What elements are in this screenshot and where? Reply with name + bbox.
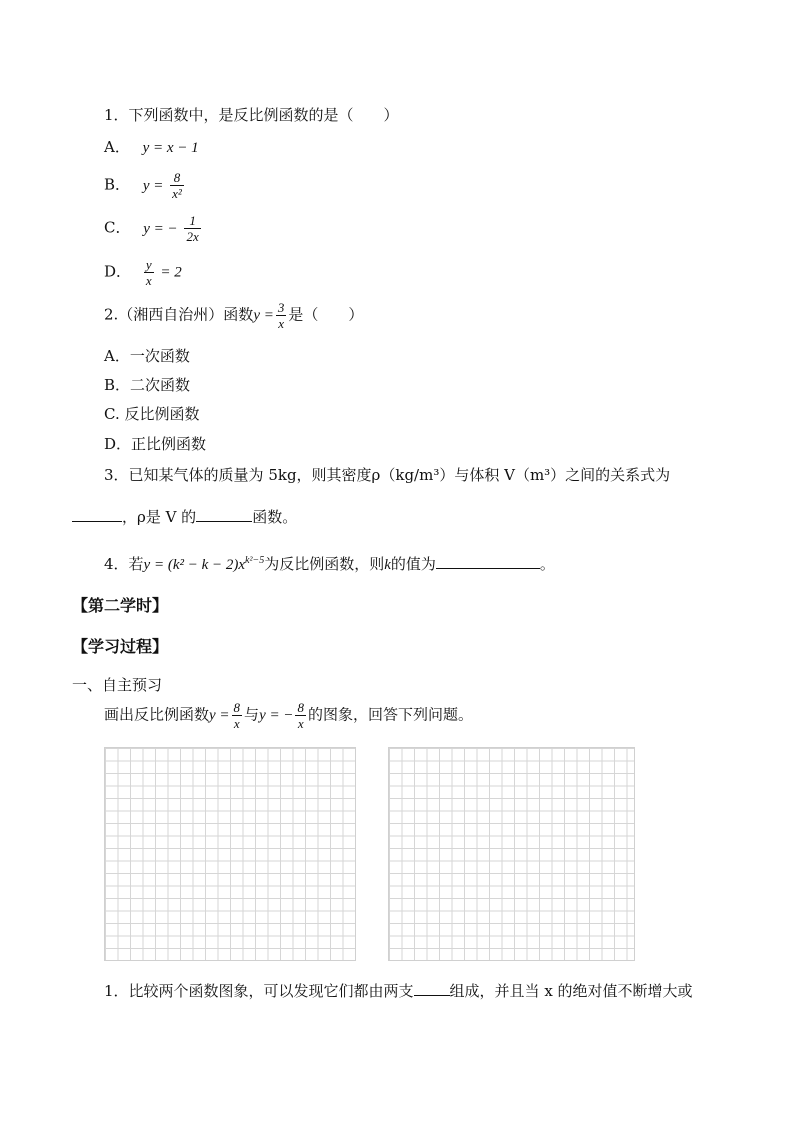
- option-label: D．: [104, 262, 132, 281]
- answer-blank[interactable]: [196, 507, 252, 522]
- fraction: [170, 170, 184, 201]
- q4: [104, 551, 555, 575]
- option-label: A．: [104, 138, 130, 156]
- option-expr: y = x − 1: [142, 140, 199, 156]
- option-lhs: y =: [142, 177, 164, 194]
- q3-mid: ，ρ是 V 的: [122, 508, 197, 526]
- fraction: [184, 213, 200, 244]
- q4-var: k: [384, 557, 391, 573]
- fraction: [232, 700, 243, 731]
- numerator: 3: [277, 300, 285, 315]
- option-rhs: = 2: [160, 264, 182, 281]
- q2-option-b: B．二次函数: [104, 376, 191, 394]
- numerator: 1: [189, 213, 196, 228]
- q1-stem: 1．下列函数中，是反比例函数的是（ ）: [104, 106, 399, 124]
- bottom-post: 组成，并且当 x 的绝对值不断增大或: [449, 982, 693, 1000]
- denominator: x: [232, 715, 243, 731]
- q2-option-d: D．正比例函数: [104, 435, 207, 453]
- q1-option-b: [104, 170, 186, 201]
- numerator: 8: [233, 700, 241, 715]
- instr-pre: 画出反比例函数: [104, 705, 210, 724]
- instr-post: 的图象，回答下列问题。: [307, 705, 473, 724]
- q4-expr: y = (k² − k − 2)x: [143, 557, 246, 573]
- q1-option-c: [104, 213, 203, 244]
- q2-option-c: C. 反比例函数: [104, 405, 200, 423]
- denominator: x: [145, 273, 152, 288]
- f2-lhs: y = −: [259, 707, 294, 724]
- part1-instruction: [104, 700, 473, 731]
- part1-question-1: [104, 981, 693, 1001]
- answer-blank[interactable]: [72, 507, 122, 522]
- answer-blank[interactable]: [414, 981, 450, 996]
- numerator: y: [145, 257, 152, 272]
- q1-option-d: [104, 257, 182, 288]
- q4-end: 。: [539, 555, 555, 573]
- q2-stem: [104, 300, 363, 331]
- numerator: 8: [173, 170, 181, 185]
- answer-blank[interactable]: [436, 554, 540, 569]
- denominator: 2x: [186, 229, 199, 244]
- q4-post: 的值为: [390, 555, 436, 573]
- fraction: [276, 300, 287, 331]
- option-lhs: y = −: [143, 220, 178, 237]
- fraction: [144, 257, 154, 288]
- section-heading-second-period: 【第二学时】: [72, 596, 169, 615]
- part1-title: 一、自主预习: [72, 676, 163, 694]
- denominator: x: [276, 315, 287, 331]
- section-heading-learning-process: 【学习过程】: [72, 637, 169, 656]
- q2-lhs: y =: [253, 307, 274, 324]
- q4-pre: 4．若: [104, 555, 144, 573]
- q3-line1: 3．已知某气体的质量为 5kg，则其密度ρ（kg/m³）与体积 V（m³）之间的关系式为: [104, 466, 671, 484]
- q2-stem-pre: 2.（湘西自治州）函数: [104, 305, 254, 324]
- graph-grid-right: [388, 747, 635, 961]
- q2-stem-post: 是（ ）: [288, 305, 364, 324]
- q4-mid: 为反比例函数，则: [264, 555, 385, 573]
- f1-lhs: y =: [209, 707, 230, 724]
- option-label: B．: [104, 175, 131, 194]
- q4-exponent: k²−5: [245, 555, 265, 566]
- denominator: x²: [172, 186, 182, 201]
- denominator: x: [295, 715, 306, 731]
- fraction: [295, 700, 306, 731]
- q3-line2: [72, 507, 297, 527]
- q3-end: 函数。: [252, 508, 298, 526]
- q1-option-a: [104, 137, 199, 158]
- graph-grid-left: [104, 747, 356, 961]
- instr-mid: 与: [244, 705, 260, 724]
- q2-option-a: A．一次函数: [104, 347, 190, 365]
- bottom-pre: 1．比较两个函数图象，可以发现它们都由两支: [104, 982, 414, 1000]
- option-label: C．: [104, 218, 131, 237]
- numerator: 8: [297, 700, 304, 715]
